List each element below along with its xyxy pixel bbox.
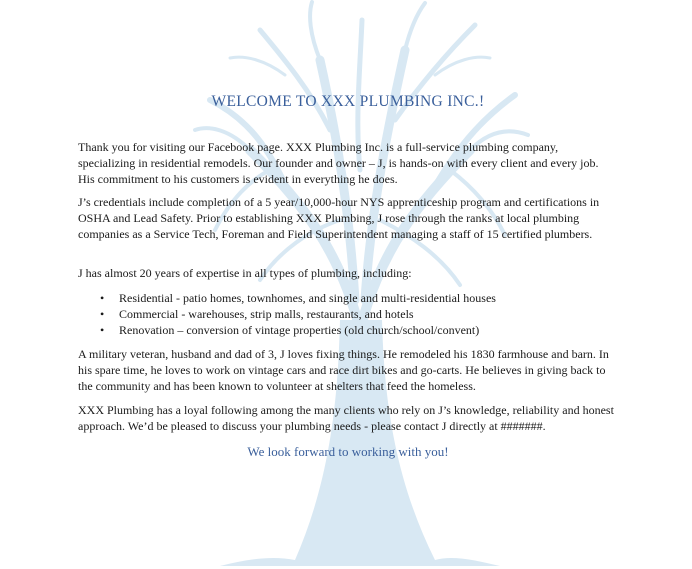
expertise-paragraph: J has almost 20 years of expertise in all types of plumbing, including: [78, 266, 412, 280]
list-item-residential: • Residential - patio homes, townhomes, and single and multi-residential houses [78, 291, 618, 307]
intro-paragraph: Thank you for visiting our Facebook page. XXX Plumbing Inc. is a full-service plumbing company, specializing in residential remodels. Our founder and owner – J, is hands-on with every client and every job. His commitment to his customers is evident in everything he does. [78, 140, 599, 186]
closing-line: We look forward to working with you! [247, 444, 449, 459]
page-title: WELCOME TO XXX PLUMBING INC.! [211, 93, 485, 110]
list-item-renovation: • Renovation – conversion of vintage properties (old church/school/convent) [78, 323, 618, 339]
expertise-list [78, 291, 618, 338]
contact-paragraph: XXX Plumbing has a loyal following among the many clients who rely on J’s knowledge, reliability and honest approach. We’d be pleased to discuss your plumbing needs - please contact J directly at #######. [78, 403, 614, 433]
list-item-commercial: • Commercial - warehouses, strip malls, restaurants, and hotels [78, 307, 618, 323]
personal-paragraph: A military veteran, husband and dad of 3, J loves fixing things. He remodeled his 1830 farmhouse and barn. In his spare time, he loves to work on vintage cars and race dirt bikes and go-carts. He believes in giving back to the community and has been known to volunteer at shelters that feed the homeless. [78, 347, 609, 393]
credentials-paragraph: J’s credentials include completion of a 5 year/10,000-hour NYS apprenticeship program and certifications in OSHA and Lead Safety. Prior to establishing XXX Plumbing, J rose through the ranks at local plumbing companies as a Service Tech, Foreman and Field Superintendent managing a staff of 15 certified plumbers. [78, 195, 600, 241]
tree-watermark-icon [190, 0, 530, 569]
